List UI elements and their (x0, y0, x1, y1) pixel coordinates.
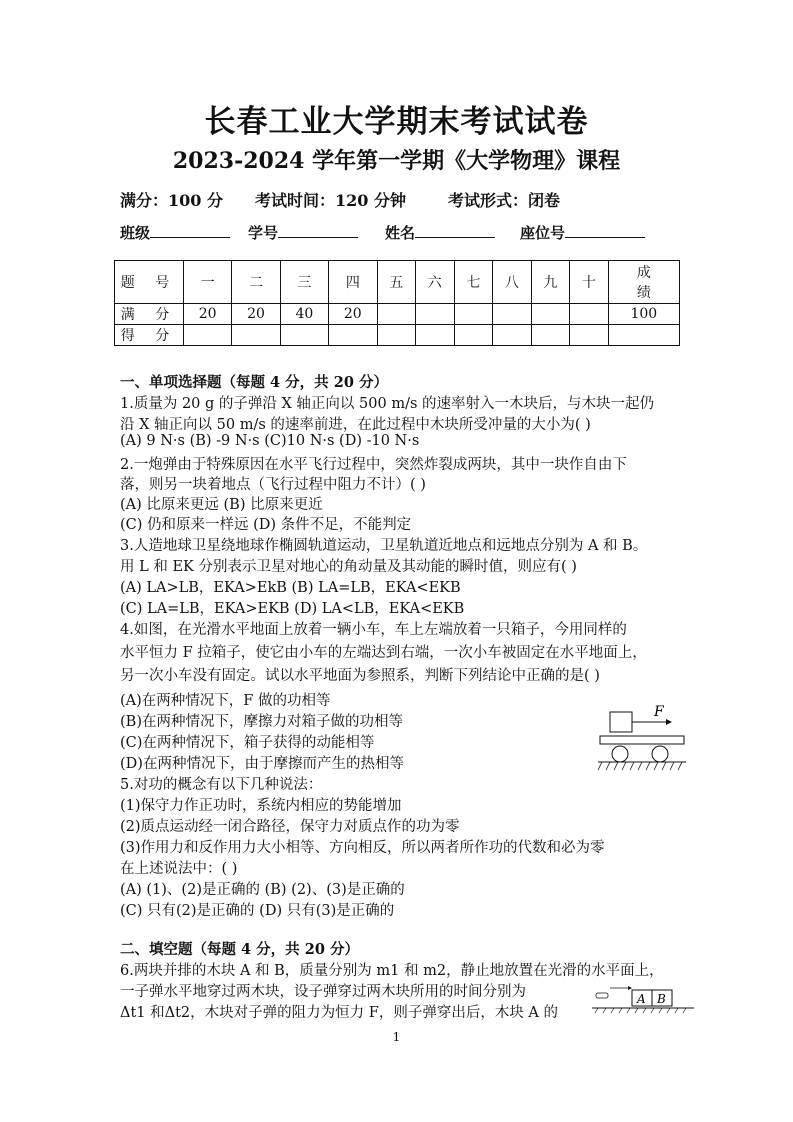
full-8 (493, 304, 532, 325)
q5-options-cd: (C) 只有(2)是正确的 (D) 只有(3)是正确的 (120, 903, 395, 919)
q5-options-ab: (A) (1)、(2)是正确的 (B) (2)、(3)是正确的 (120, 882, 405, 898)
full-6 (416, 304, 455, 325)
col-2: 二 (232, 261, 280, 304)
class-label: 班级 (120, 224, 151, 242)
q4-option-a: (A)在两种情况下，F 做的功相等 (120, 693, 331, 709)
class-field[interactable] (120, 222, 230, 243)
row-header-number: 题 号 (115, 261, 184, 304)
got-8[interactable] (493, 325, 532, 346)
q3-options-ab: (A) LA>LB，EKA>EkB (B) LA=LB，EKA<EKB (120, 580, 461, 596)
floor-hatch (595, 1008, 686, 1013)
bullet-arrowhead (628, 986, 632, 990)
section2-heading: 二、填空题（每题 4 分，共 20 分） (120, 941, 359, 958)
ground-hatch (598, 762, 682, 770)
q4-line2: 水平恒力 F 拉箱子，使它由小车的左端达到右端，一次小车被固定在水平地面上， (120, 645, 647, 661)
seat-blank[interactable] (565, 223, 645, 238)
got-4[interactable] (329, 325, 377, 346)
got-7[interactable] (454, 325, 493, 346)
total-label-1: 成 (636, 265, 651, 281)
q4-option-c: (C)在两种情况下，箱子获得的动能相等 (120, 735, 375, 751)
q4-line1: 4.如图，在光滑水平地面上放着一辆小车，车上左端放着一只箱子，今用同样的 (120, 622, 627, 638)
bullet-shape (596, 993, 608, 998)
box-shape (610, 712, 632, 732)
block-b-label: B (657, 992, 666, 1006)
cart-wheel-left (612, 746, 628, 762)
got-1[interactable] (184, 325, 232, 346)
student-id-field[interactable] (248, 222, 358, 243)
col-1: 一 (184, 261, 232, 304)
cart-wheel-right (652, 746, 668, 762)
q3-line2: 用 L 和 EK 分别表示卫星对地心的角动量及其动能的瞬时值，则应有( ) (120, 559, 577, 575)
student-id-blank[interactable] (278, 223, 358, 238)
name-field[interactable] (385, 222, 495, 243)
q2-line1: 2.一炮弹由于特殊原因在水平飞行过程中，突然炸裂成两块，其中一块作自由下 (120, 457, 627, 473)
got-3[interactable] (280, 325, 328, 346)
page-number: 1 (392, 1030, 401, 1044)
got-9[interactable] (531, 325, 570, 346)
col-10: 十 (570, 261, 609, 304)
q2-options-ab: (A) 比原来更远 (B) 比原来更近 (120, 497, 323, 513)
score-table-row-full (115, 304, 680, 325)
col-8: 八 (493, 261, 532, 304)
q1-options: (A) 9 N·s (B) -9 N·s (C)10 N·s (D) -10 N·s (120, 433, 420, 449)
course-subtitle: 2023-2024 学年第一学期《大学物理》课程 (172, 148, 621, 174)
q5-prompt: 在上述说法中：( ) (120, 861, 238, 877)
page-title: 长春工业大学期末考试试卷 (204, 104, 589, 140)
q5-line1: 5.对功的概念有以下几种说法： (120, 777, 323, 793)
col-5: 五 (377, 261, 416, 304)
col-4: 四 (329, 261, 377, 304)
score-table-row-got (115, 325, 680, 346)
seat-field[interactable] (520, 222, 645, 243)
force-arrowhead (666, 719, 672, 725)
force-label: F (654, 704, 664, 720)
q6-line3: Δt1 和Δt2，木块对子弹的阻力为恒力 F，则子弹穿出后，木块 A 的 (120, 1005, 559, 1021)
score-table-row-numbers (115, 261, 680, 304)
class-blank[interactable] (150, 223, 230, 238)
q2-line2: 落，则另一块着地点（飞行过程中阻力不计）( ) (120, 477, 426, 493)
total-label-2: 绩 (636, 285, 651, 301)
cart-body (600, 736, 684, 744)
q1-line2: 沿 X 轴正向以 50 m/s 的速率前进，在此过程中木块所受冲量的大小为( ) (120, 417, 591, 433)
row-header-full: 满 分 (115, 304, 184, 325)
got-5[interactable] (377, 325, 416, 346)
col-7: 七 (454, 261, 493, 304)
q3-options-cd: (C) LA=LB，EKA>EKB (D) LA<LB，EKA<EKB (120, 601, 465, 617)
q4-option-b: (B)在两种情况下，摩擦力对箱子做的功相等 (120, 714, 403, 730)
col-9: 九 (531, 261, 570, 304)
q6-line2: 一子弹水平地穿过两木块，设子弹穿过两木块所用的时间分别为 (120, 984, 526, 1000)
q6-line1: 6.两块并排的木块 A 和 B，质量分别为 m1 和 m2，静止地放置在光滑的水平面上， (120, 963, 664, 979)
full-4: 20 (329, 304, 377, 325)
full-3: 40 (280, 304, 328, 325)
full-5 (377, 304, 416, 325)
got-2[interactable] (232, 325, 280, 346)
q4-line3: 另一次小车没有固定。试以水平地面为参照系，判断下列结论中正确的是( ) (120, 668, 600, 684)
col-total (608, 261, 679, 304)
got-10[interactable] (570, 325, 609, 346)
q5-statement-3: (3)作用力和反作用力大小相等、方向相反，所以两者所作功的代数和必为零 (120, 840, 605, 856)
block-a-label: A (637, 992, 646, 1006)
exam-form-info: 考试形式：闭卷 (448, 191, 561, 210)
q3-line1: 3.人造地球卫星绕地球作椭圆轨道运动，卫星轨道近地点和远地点分别为 A 和 B。 (120, 538, 648, 554)
got-6[interactable] (416, 325, 455, 346)
q4-option-d: (D)在两种情况下，由于摩擦而产生的热相等 (120, 756, 404, 772)
section1-heading: 一、单项选择题（每题 4 分，共 20 分） (120, 374, 388, 391)
row-header-got: 得 分 (115, 325, 184, 346)
col-6: 六 (416, 261, 455, 304)
full-7 (454, 304, 493, 325)
name-blank[interactable] (415, 223, 495, 238)
cart-figure (596, 698, 688, 778)
score-table (114, 260, 680, 346)
full-9 (531, 304, 570, 325)
col-3: 三 (280, 261, 328, 304)
full-total: 100 (608, 304, 679, 325)
exam-time-info: 考试时间：120 分钟 (255, 191, 406, 210)
full-2: 20 (232, 304, 280, 325)
seat-label: 座位号 (520, 224, 566, 242)
blocks-figure (590, 982, 696, 1018)
name-label: 姓名 (385, 224, 416, 242)
full-score-info: 满分：100 分 (120, 191, 223, 210)
q5-statement-1: (1)保守力作正功时，系统内相应的势能增加 (120, 798, 402, 814)
student-id-label: 学号 (248, 224, 279, 242)
q1-line1: 1.质量为 20 g 的子弹沿 X 轴正向以 500 m/s 的速率射入一木块后，与木块一起仍 (120, 396, 655, 412)
q2-options-cd: (C) 仍和原来一样远 (D) 条件不足，不能判定 (120, 517, 412, 533)
q5-statement-2: (2)质点运动经一闭合路径，保守力对质点作的功为零 (120, 819, 460, 835)
full-1: 20 (184, 304, 232, 325)
got-total[interactable] (608, 325, 679, 346)
full-10 (570, 304, 609, 325)
